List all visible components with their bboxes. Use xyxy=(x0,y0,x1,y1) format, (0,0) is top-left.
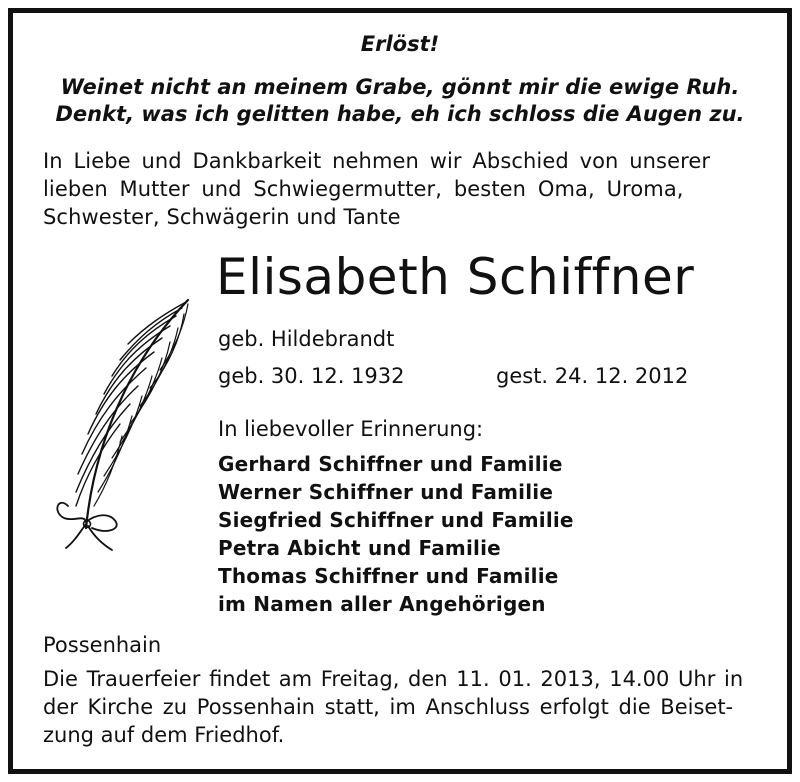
death-date: gest. 24. 12. 2012 xyxy=(496,364,689,388)
deceased-name: Elisabeth Schiffner xyxy=(216,248,695,306)
maiden-name: geb. Hildebrandt xyxy=(218,327,395,351)
place-name: Possenhain xyxy=(43,633,162,657)
birth-date: geb. 30. 12. 1932 xyxy=(218,364,405,388)
mourner-name: Gerhard Schiffner und Familie xyxy=(218,452,563,476)
mourner-name: Werner Schiffner und Familie xyxy=(218,480,554,504)
mourner-name: im Namen aller Angehörigen xyxy=(218,592,546,616)
service-info-line: zung auf dem Friedhof. xyxy=(43,723,285,747)
mourner-name: Thomas Schiffner und Familie xyxy=(218,564,559,588)
verse-line: Weinet nicht an meinem Grabe, gönnt mir die ewige Ruh. xyxy=(60,75,740,99)
mourner-name: Siegfried Schiffner und Familie xyxy=(218,508,574,532)
intro-line: Schwester, Schwägerin und Tante xyxy=(43,205,401,229)
service-info-line: Die Trauerfeier findet am Freitag, den 11. 01. 2013, 14.00 Uhr in xyxy=(43,667,744,691)
memory-label: In liebevoller Erinnerung: xyxy=(218,417,484,441)
mourner-name: Petra Abicht und Familie xyxy=(218,536,501,560)
notice-heading: Erlöst! xyxy=(360,32,440,56)
palm-frond-icon xyxy=(44,292,194,560)
intro-line: In Liebe und Dankbarkeit nehmen wir Abschied von unserer xyxy=(43,149,711,173)
intro-line: lieben Mutter und Schwiegermutter, besten Oma, Uroma, xyxy=(43,177,684,201)
verse-line: Denkt, was ich gelitten habe, eh ich schloss die Augen zu. xyxy=(55,102,745,126)
service-info-line: der Kirche zu Possenhain statt, im Anschluss erfolgt die Beiset- xyxy=(43,695,734,719)
